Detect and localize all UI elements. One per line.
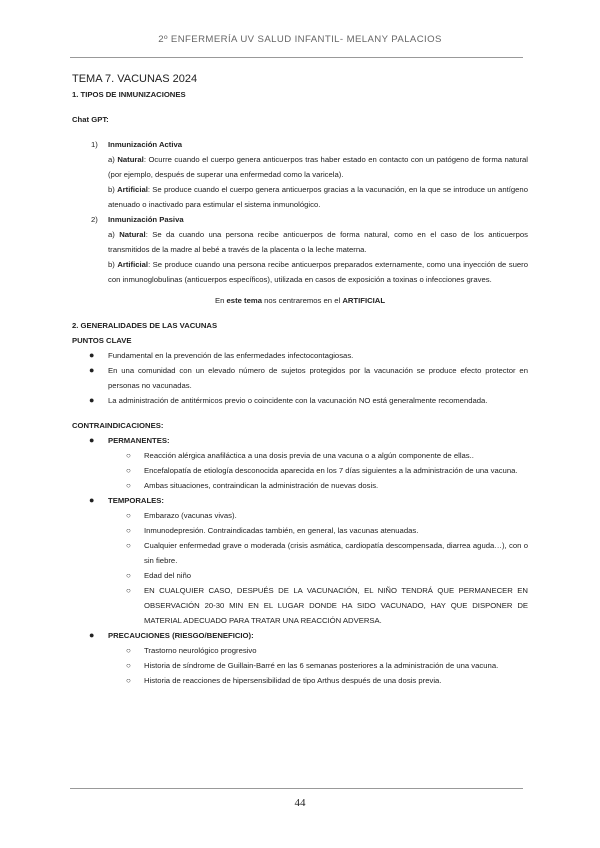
list-item: ○ Encefalopatía de etiología desconocida aparecida en los 7 días siguientes a la administración de una vacuna. <box>126 466 518 475</box>
chatgpt-label: Chat GPT: <box>72 115 109 124</box>
immunization-type-item <box>72 137 528 212</box>
list-item: ○ Inmunodepresión. Contraindicadas también, en general, las vacunas atenuadas. <box>126 526 419 535</box>
key-points-heading: PUNTOS CLAVE <box>72 336 132 345</box>
key-points-list <box>72 348 528 408</box>
group-title: TEMPORALES: <box>108 496 164 505</box>
sub-item: a) Natural: Se da cuando una persona recibe anticuerpos de forma natural, como en el caso de los anticuerpos transmitidos de la madre al bebé a través de la placenta o la leche materna. <box>108 230 528 254</box>
contraindications-heading: CONTRAINDICACIONES: <box>72 421 164 430</box>
immunization-type-heading: Inmunización Activa <box>108 140 183 149</box>
group-title: PRECAUCIONES (RIESGO/BENEFICIO): <box>108 631 254 640</box>
contraindication-group: ● TEMPORALES: ○ Embarazo (vacunas vivas). ○ Inmunodepresión. Contraindicadas también, en general, las vacunas atenuadas. ○ Cualquier enfermedad grave o moderada (crisis asmática, cardiopatía descompensada, diarrea aguda…), con o sin fiebre. ○ Edad del niño ○ EN CUALQUIER CASO, DESPUÉS DE LA VACUNACIÓN, EL NIÑO TENDRÁ QUE PERMANECER EN OBSERVACIÓN 20-30 MIN EN EL LUGAR DONDE HA SIDO VACUNADO, HAY QUE DISPONER DE MATERIAL ADECUADO PARA TRATAR UNA REACCIÓN ADVERSA. <box>72 493 528 628</box>
page-number: 44 <box>294 797 306 809</box>
contraindication-group: ● PRECAUCIONES (RIESGO/BENEFICIO): ○ Trastorno neurológico progresivo ○ Historia de síndrome de Guillain-Barré en las 6 semanas posteriores a la administración de una vacuna. ○ Historia de reacciones de hipersensibilidad de tipo Arthus después de una dosis previa. <box>72 628 528 688</box>
list-item: ○ Embarazo (vacunas vivas). <box>126 511 237 520</box>
sub-item: a) Natural: Ocurre cuando el cuerpo genera anticuerpos tras haber estado en contacto con un patógeno de forma natural (por ejemplo, después de superar una enfermedad como la varicela). <box>108 155 528 179</box>
footer-divider <box>70 788 523 789</box>
contraindications-list <box>72 433 528 688</box>
focus-note: En este tema nos centraremos en el ARTIFICIAL <box>214 296 386 305</box>
item-number: 1) <box>91 140 98 149</box>
list-item: ○ Cualquier enfermedad grave o moderada (crisis asmática, cardiopatía descompensada, diarrea aguda…), con o sin fiebre. <box>126 541 528 565</box>
list-item: ○ Edad del niño <box>126 571 192 580</box>
immunization-types-list <box>72 137 528 287</box>
list-item: ● La administración de antitérmicos previo o coincidente con la vacunación NO está generalmente recomendada. <box>89 395 488 405</box>
list-item: ○ Historia de reacciones de hipersensibilidad de tipo Arthus después de una dosis previa. <box>126 676 442 685</box>
running-header: 2º ENFERMERÍA UV SALUD INFANTIL- MELANY PALACIOS <box>158 34 442 45</box>
item-number: 2) <box>91 215 98 224</box>
sub-item: b) Artificial: Se produce cuando el cuerpo genera anticuerpos gracias a la vacunación, en la que se introduce un antígeno atenuado o inactivado para estimular el sistema inmunológico. <box>108 185 528 209</box>
list-item: ○ Historia de síndrome de Guillain-Barré en las 6 semanas posteriores a la administración de una vacuna. <box>126 661 499 670</box>
list-item: ○ Ambas situaciones, contraindican la administración de nuevas dosis. <box>126 481 379 490</box>
sub-item: b) Artificial: Se produce cuando una persona recibe anticuerpos preparados externamente, como una inyección de suero con inmunoglobulinas (anticuerpos específicos), utilizada en casos de exposición a toxinas o infecciones graves. <box>108 260 528 284</box>
list-item: ○ EN CUALQUIER CASO, DESPUÉS DE LA VACUNACIÓN, EL NIÑO TENDRÁ QUE PERMANECER EN OBSERVACIÓN 20-30 MIN EN EL LUGAR DONDE HA SIDO VACUNADO, HAY QUE DISPONER DE MATERIAL ADECUADO PARA TRATAR UNA REACCIÓN ADVERSA. <box>126 586 528 625</box>
list-item: ● En una comunidad con un elevado número de sujetos protegidos por la vacunación se produce efecto protector en personas no vacunadas. <box>89 365 528 390</box>
contraindication-group: ● PERMANENTES: ○ Reacción alérgica anafiláctica a una dosis previa de una vacuna o a algún componente de ellas.. ○ Encefalopatía de etiología desconocida aparecida en los 7 días siguientes a la administración de una vacuna. ○ Ambas situaciones, contraindican la administración de nuevas dosis. <box>72 433 528 493</box>
page-content <box>72 72 528 688</box>
section-heading-1: 1. TIPOS DE INMUNIZACIONES <box>72 90 186 99</box>
list-item: ○ Trastorno neurológico progresivo <box>126 646 257 655</box>
doc-title: TEMA 7. VACUNAS 2024 <box>72 73 198 85</box>
list-item: ● Fundamental en la prevención de las enfermedades infectocontagiosas. <box>89 350 354 360</box>
immunization-type-item <box>72 212 528 287</box>
immunization-type-heading: Inmunización Pasiva <box>108 215 184 224</box>
header-divider <box>70 57 523 58</box>
list-item: ○ Reacción alérgica anafiláctica a una dosis previa de una vacuna o a algún componente de ellas.. <box>126 451 474 460</box>
group-title: PERMANENTES: <box>108 436 170 445</box>
section-heading-2: 2. GENERALIDADES DE LAS VACUNAS <box>72 321 218 330</box>
